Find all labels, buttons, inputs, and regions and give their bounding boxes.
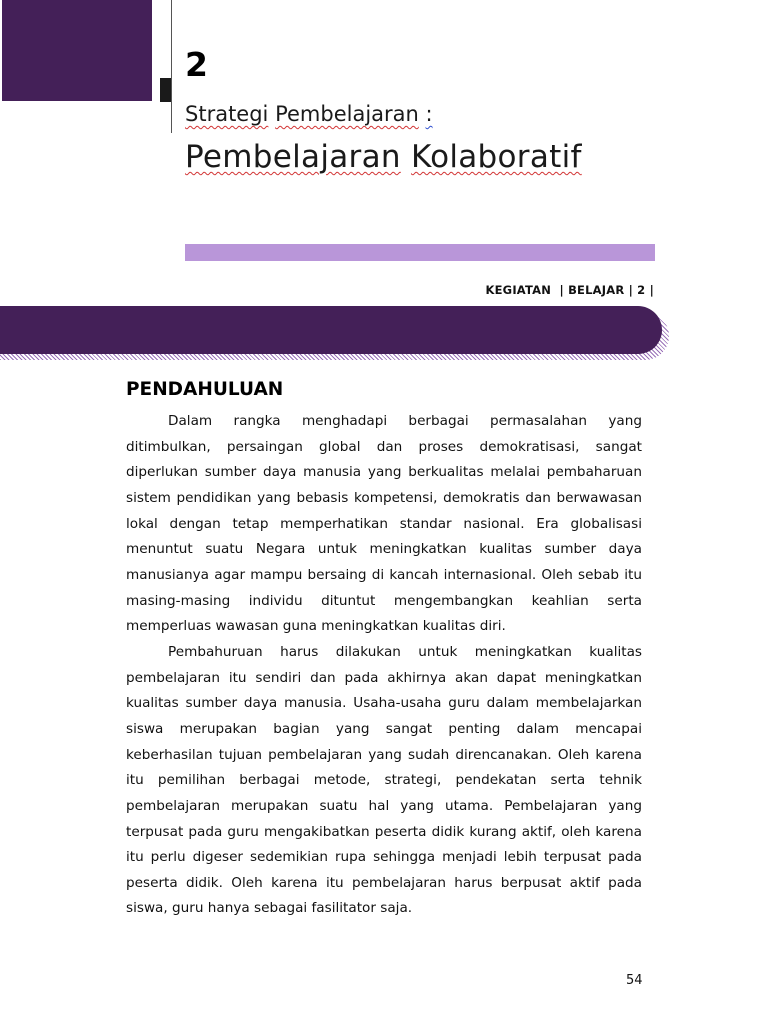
decorative-vertical-line bbox=[171, 0, 172, 133]
subtitle-colon: : bbox=[425, 102, 433, 126]
decorative-lavender-bar bbox=[185, 244, 655, 261]
subtitle-word-pembelajaran: Pembelajaran bbox=[275, 102, 419, 126]
paragraph-1: Dalam rangka menghadapi berbagai permasalahan yang ditimbulkan, persaingan global dan proses demokratisasi, sangat diperlukan sumber daya manusia yang berkualitas melalai pembaharuan sistem pendidikan yang bebasis kompetensi, demokratis dan berwawasan lokal dengan tetap memperhatikan standar nasional. Era globalisasi menuntut suatu Negara untuk meningkatkan kualitas sumber daya manusianya agar mampu bersaing di kancah internasional. Oleh sebab itu masing-masing individu dituntut mengembangkan keahlian serta memperluas wawasan guna meningkatkan kualitas diri. bbox=[126, 413, 642, 635]
page-number: 54 bbox=[626, 973, 643, 988]
section-heading: PENDAHULUAN bbox=[126, 379, 284, 400]
title-word-kolaboratif: Kolaboratif bbox=[410, 139, 582, 175]
chapter-number: 2 bbox=[185, 45, 208, 84]
title-word-pembelajaran: Pembelajaran bbox=[185, 139, 401, 175]
paragraph-2: Pembahuruan harus dilakukan untuk meningkatkan kualitas pembelajaran itu sendiri dan pada akhirnya akan dapat meningkatkan kualitas sumber daya manusia. Usaha-usaha guru dalam membelajarkan siswa merupakan bagian yang sangat penting dalam mencapai keberhasilan tujuan pembelajaran yang sudah direncanakan. Oleh karena itu pemilihan berbagai metode, strategi, pendekatan serta tehnik pembelajaran merupakan suatu hal yang utama. Pembelajaran yang terpusat pada guru mengakibatkan peserta didik kurang aktif, oleh karena itu perlu digeser sedemikian rupa sehingga menjadi lebih terpusat pada peserta didik. Oleh karena itu pembelajaran harus berpusat aktif pada siswa, guru hanya sebagai fasilitator saja. bbox=[126, 643, 642, 917]
kegiatan-belajar-label: KEGIATAN | BELAJAR | 2 | bbox=[485, 283, 654, 297]
chapter-subtitle bbox=[185, 102, 433, 126]
chapter-title bbox=[185, 139, 582, 175]
subtitle-word-strategi: Strategi bbox=[185, 102, 269, 126]
decorative-dark-mark bbox=[160, 78, 171, 102]
decorative-purple-block bbox=[2, 0, 152, 101]
decorative-purple-band bbox=[0, 306, 662, 354]
section-body bbox=[126, 409, 642, 922]
